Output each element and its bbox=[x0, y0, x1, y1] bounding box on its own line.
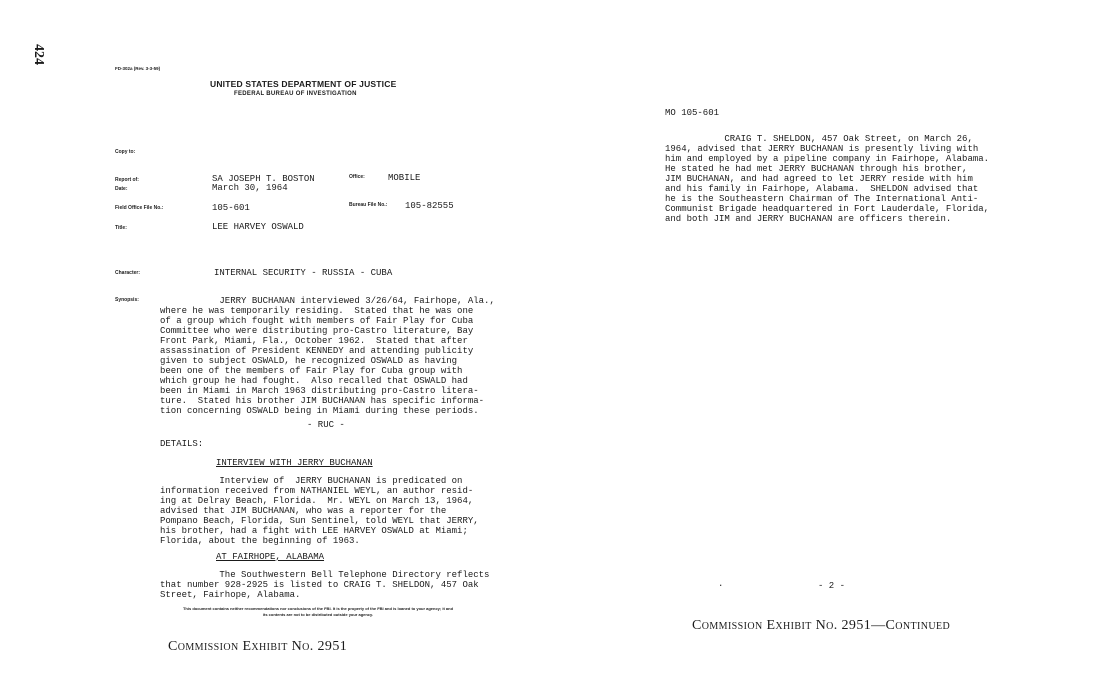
synopsis-line: where he was temporarily residing. Stated that he was one bbox=[160, 306, 474, 316]
field-office-file-label: Field Office File No.: bbox=[115, 205, 164, 211]
interview-heading: INTERVIEW WITH JERRY BUCHANAN bbox=[216, 458, 373, 468]
body-line: and his family in Fairhope, Alabama. SHELDON advised that bbox=[665, 184, 979, 194]
fairhope-line: that number 928-2925 is listed to CRAIG T. SHELDON, 457 Oak bbox=[160, 580, 479, 590]
synopsis-line: JERRY BUCHANAN interviewed 3/26/64, Fairhope, Ala., bbox=[160, 296, 495, 306]
date-label: Date: bbox=[115, 186, 128, 192]
interview-line: information received from NATHANIEL WEYL, an author resid- bbox=[160, 486, 474, 496]
stray-dot: . bbox=[718, 579, 724, 589]
fairhope-heading: AT FAIRHOPE, ALABAMA bbox=[216, 552, 325, 562]
fairhope-line: Street, Fairhope, Alabama. bbox=[160, 590, 301, 600]
disclaimer-line: its contents are not to be distributed outside your agency. bbox=[262, 612, 374, 617]
body-line: Communist Brigade headquartered in Fort Lauderdale, Florida, bbox=[665, 204, 990, 214]
date-value: March 30, 1964 bbox=[212, 183, 288, 193]
body-line: him and employed by a pipeline company in Fairhope, Alabama. bbox=[665, 154, 990, 164]
title-value: LEE HARVEY OSWALD bbox=[212, 222, 304, 232]
interview-line: Interview of JERRY BUCHANAN is predicated on bbox=[160, 476, 463, 486]
report-of-value: SA JOSEPH T. BOSTON bbox=[212, 174, 315, 184]
disclaimer-line: This document contains neither recommendations nor conclusions of the FBI. It is the property of the FBI and is loaned to your agency; it and bbox=[182, 606, 454, 611]
office-label: Office: bbox=[349, 174, 365, 180]
interview-line: his brother, had a fight with LEE HARVEY OSWALD at Miami; bbox=[160, 526, 468, 536]
character-value: INTERNAL SECURITY - RUSSIA - CUBA bbox=[214, 268, 393, 278]
copy-to-label: Copy to: bbox=[115, 149, 136, 155]
interview-line: ing at Delray Beach, Florida. Mr. WEYL on March 13, 1964, bbox=[160, 496, 474, 506]
right-body-paragraph bbox=[665, 134, 989, 224]
details-label: DETAILS: bbox=[160, 439, 204, 449]
synopsis-line: been one of the members of Fair Play for Cuba group with bbox=[160, 366, 463, 376]
interview-paragraph bbox=[160, 476, 479, 546]
synopsis-line: of a group which fought with members of Fair Play for Cuba bbox=[160, 316, 474, 326]
body-line: CRAIG T. SHELDON, 457 Oak Street, on March 26, bbox=[665, 134, 973, 144]
body-line: 1964, advised that JERRY BUCHANAN is presently living with bbox=[665, 144, 979, 154]
bureau-file-value: 105-82555 bbox=[405, 201, 454, 211]
synopsis-line: tion concerning OSWALD being in Miami during these periods. bbox=[160, 406, 479, 416]
synopsis-line: ture. Stated his brother JIM BUCHANAN has specific informa- bbox=[160, 396, 485, 406]
page-number: 424 bbox=[31, 44, 46, 65]
fairhope-line: The Southwestern Bell Telephone Directory reflects bbox=[160, 570, 490, 580]
fairhope-paragraph bbox=[160, 570, 489, 600]
body-line: and both JIM and JERRY BUCHANAN are officers therein. bbox=[665, 214, 952, 224]
interview-line: Florida, about the beginning of 1963. bbox=[160, 536, 360, 546]
field-office-file-value: 105-601 bbox=[212, 203, 250, 213]
body-line: he is the Southeastern Chairman of The International Anti- bbox=[665, 194, 979, 204]
department-title: UNITED STATES DEPARTMENT OF JUSTICE bbox=[210, 79, 397, 89]
synopsis-line: Committee who were distributing pro-Castro literature, Bay bbox=[160, 326, 474, 336]
interview-line: advised that JIM BUCHANAN, who was a reporter for the bbox=[160, 506, 447, 516]
synopsis-line: assassination of President KENNEDY and attending publicity bbox=[160, 346, 474, 356]
body-line: He stated he had met JERRY BUCHANAN through his brother, bbox=[665, 164, 968, 174]
synopsis-line: Front Park, Miami, Fla., October 1962. Stated that after bbox=[160, 336, 468, 346]
bureau-title: FEDERAL BUREAU OF INVESTIGATION bbox=[234, 91, 357, 97]
office-value: MOBILE bbox=[388, 173, 421, 183]
body-line: JIM BUCHANAN, and had agreed to let JERRY reside with him bbox=[665, 174, 973, 184]
synopsis-line: been in Miami in March 1963 distributing pro-Castro litera- bbox=[160, 386, 479, 396]
bureau-file-label: Bureau File No.: bbox=[349, 202, 388, 208]
ruc-marker: - RUC - bbox=[307, 420, 345, 430]
title-label: Title: bbox=[115, 225, 127, 231]
synopsis-label: Synopsis: bbox=[115, 297, 139, 303]
page-marker: - 2 - bbox=[818, 581, 846, 591]
synopsis-line: given to subject OSWALD, he recognized OSWALD as having bbox=[160, 356, 458, 366]
fbi-disclaimer bbox=[118, 606, 518, 618]
character-label: Character: bbox=[115, 270, 141, 276]
interview-line: Pompano Beach, Florida, Sun Sentinel, told WEYL that JERRY, bbox=[160, 516, 479, 526]
file-reference: MO 105-601 bbox=[665, 108, 720, 118]
exhibit-caption: Commission Exhibit No. 2951 bbox=[168, 639, 348, 654]
synopsis-line: which group he had fought. Also recalled that OSWALD had bbox=[160, 376, 468, 386]
synopsis-paragraph bbox=[160, 296, 495, 416]
exhibit-caption-continued: Commission Exhibit No. 2951—Continued bbox=[692, 618, 951, 633]
report-of-label: Report of: bbox=[115, 177, 139, 183]
form-number: FD-302a (Rev. 3-3-59) bbox=[115, 66, 161, 71]
